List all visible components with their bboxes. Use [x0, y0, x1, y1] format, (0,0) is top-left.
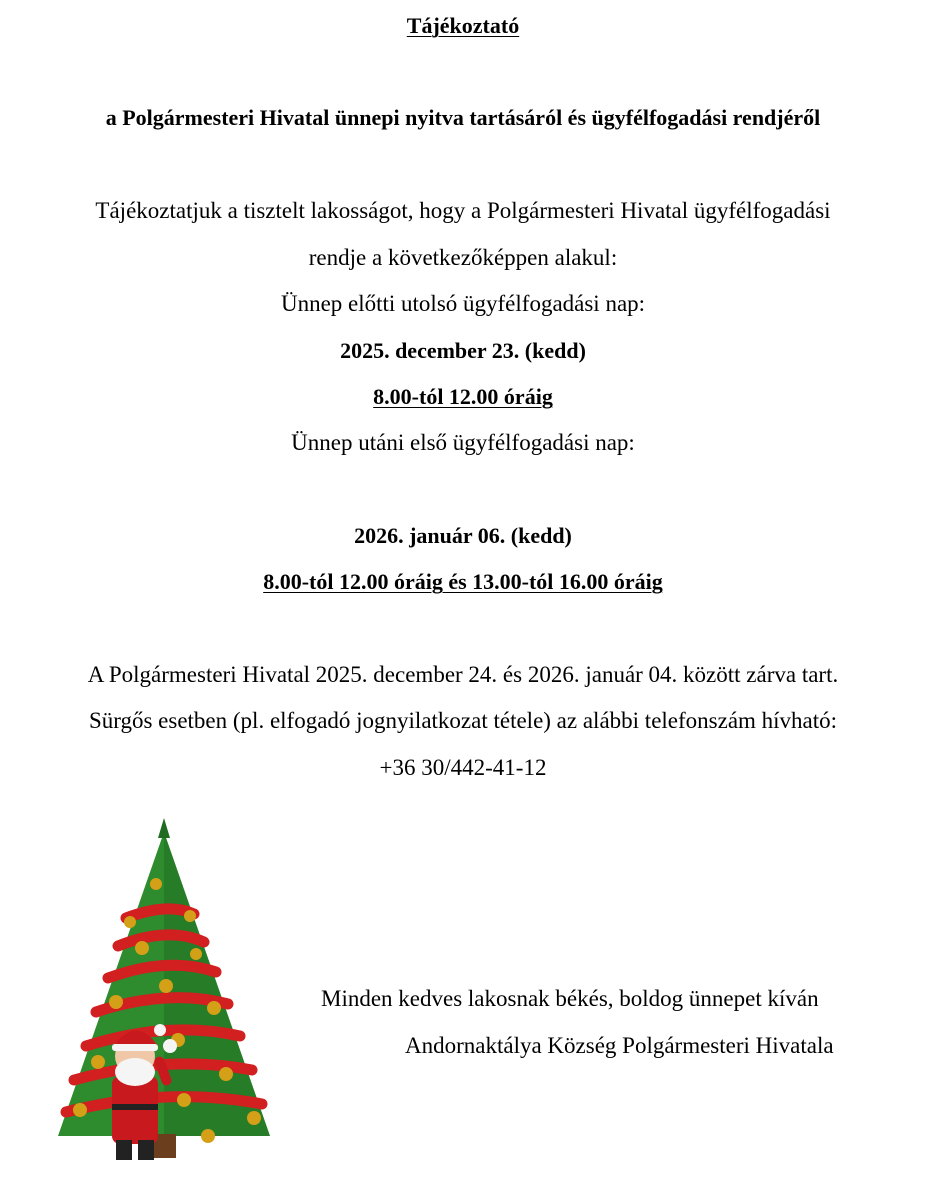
greeting-line-1: Minden kedves lakosnak békés, boldog ünnepet kíván	[321, 986, 819, 1011]
christmas-tree	[58, 818, 270, 1158]
last-day-label: Ünnep előtti utolsó ügyfélfogadási nap:	[280, 291, 646, 316]
last-day-date: 2025. december 23. (kedd)	[340, 338, 586, 363]
greeting-line-2: Andornaktálya Község Polgármesteri Hivatala	[405, 1033, 834, 1058]
tree-shade	[164, 832, 270, 1136]
notice-heading: Tájékoztató	[406, 13, 520, 38]
tree-top	[158, 818, 170, 838]
notice-subtitle: a Polgármesteri Hivatal ünnepi nyitva tartásáról és ügyfélfogadási rendjéről	[105, 105, 821, 130]
first-day-label: Ünnep utáni első ügyfélfogadási nap:	[291, 430, 635, 455]
closed-period-line: A Polgármesteri Hivatal 2025. december 24. és 2026. január 04. között zárva tart.	[87, 662, 839, 687]
first-day-hours: 8.00-tól 12.00 óráig és 13.00-tól 16.00 óráig	[263, 569, 663, 594]
phone-number: +36 30/442-41-12	[379, 755, 547, 780]
intro-line-2: rendje a következőképpen alakul:	[308, 245, 618, 270]
last-day-hours: 8.00-tól 12.00 óráig	[373, 384, 553, 409]
christmas-tree-illustration	[18, 818, 310, 1190]
first-day-date: 2026. január 06. (kedd)	[354, 523, 572, 548]
intro-line-1: Tájékoztatjuk a tisztelt lakosságot, hogy a Polgármesteri Hivatal ügyfélfogadási	[95, 198, 831, 223]
urgent-contact-line: Sürgős esetben (pl. elfogadó jognyilatkozat tétele) az alábbi telefonszám hívható:	[88, 708, 838, 733]
